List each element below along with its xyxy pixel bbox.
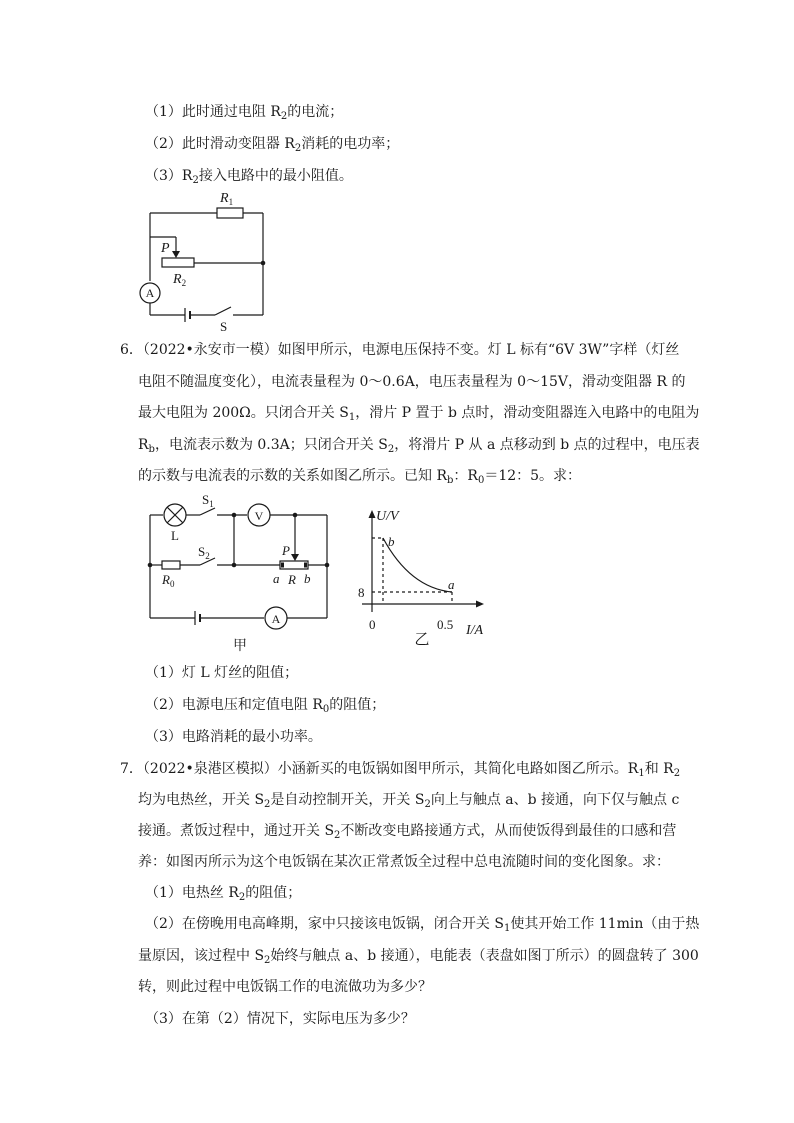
q6-figure-caption-yi: 乙 (414, 632, 430, 648)
q6-s2-label: $S_2$ (198, 544, 210, 561)
q6-sub2: （2）电源电压和定值电阻 $R_0$的阻值； (145, 697, 386, 715)
q5-sub3: $(3)R_2$接入电路中的最小阻值。 (145, 168, 353, 186)
q7-sub2-line1: （2）在傍晚用电高峰期，家中只接该电饭锅，闭合开关 $S_1$使其开始工作 11min（由于热 (145, 916, 700, 934)
q7-text-line2: 均为电热丝，开关 $S_2$是自动控制开关，开关 $S_2$向上与触点 a、b 接通，向下仅与触点 c (138, 792, 680, 810)
q6-p-label: P (282, 543, 290, 558)
q5-r2-label: $R_2$ (173, 272, 187, 288)
q7-sub2-line3: 转，则此过程中电饭锅工作的电流做功为多少？ (138, 979, 432, 995)
q5-switch-s (215, 307, 231, 315)
q6-x-label: I/A (466, 623, 484, 638)
q6-voltmeter-label: V (254, 509, 264, 523)
q6-rheostat-r (280, 561, 308, 569)
q7-text-line3: 接通。煮饭过程中，通过开关 $S_2$不断改变电路接通方式，从而使饭得到最佳的口感和营 (138, 823, 677, 841)
q6-text-line5: 的示数与电流表的示数的关系如图乙所示。已知 $R_b$：$R_0=12$：5。求： (138, 468, 582, 486)
q5-resistor-r1 (217, 208, 243, 218)
q7-text-line4: 养：如图丙所示为这个电饭锅在某次正常煮饭全过程中总电流随时间的变化图象。求： (138, 854, 670, 870)
q6-resistor-r0 (162, 561, 180, 569)
q5-sub2: （2）此时滑动变阻器 $R_2$消耗的电功率； (145, 136, 400, 154)
q5-switch-label: S (220, 319, 228, 334)
q7-sub2-line2: 量原因，该过程中 $S_2$始终与触点 a、b 接通），电能表（表盘如图丁所示）的圆盘转了 300 (138, 948, 699, 966)
q5-p-label: P (161, 241, 170, 256)
q6-origin: 0 (369, 617, 376, 632)
q7-sub1: （1）电热丝 $R_2$的阻值； (145, 885, 302, 903)
q6-point-b: b (388, 534, 395, 549)
q5-sub1: （1）此时通过电阻 $R_2$的电流； (145, 104, 344, 122)
q6-ytick-8: 8 (358, 585, 365, 600)
q6-xtick-0.5: 0.5 (437, 617, 454, 632)
q5-resistor-r2 (162, 258, 194, 267)
q7-text-line1: 7．（2022•泉港区模拟）小涵新买的电饭锅如图甲所示，其简化电路如图乙所示。$R_1$和 $R_2$ (120, 761, 681, 779)
q6-point-a: a (448, 577, 455, 592)
q6-s1-label: $S_1$ (202, 492, 214, 509)
q6-r0-label: $R_0$ (162, 572, 175, 589)
q6-ammeter-label: A (271, 612, 281, 626)
q6-b-label: b (304, 571, 311, 586)
q5-junction (261, 261, 266, 266)
q6-graph (350, 500, 500, 650)
q6-text-line2: 电阻不随温度变化），电流表量程为 0～0.6A，电压表量程为 0～15V，滑动变阻器 R 的 (138, 374, 686, 390)
q6-text-line4: $R_b$，电流表示数为 0.3A；只闭合开关 $S_2$，将滑片 P 从 a 点移动到 b 点的过程中，电压表 (138, 437, 700, 455)
q5-r1-label: $R_1$ (220, 191, 234, 207)
q5-slider-arrow (172, 251, 180, 258)
q6-sub3: （3）电路消耗的最小功率。 (145, 729, 322, 745)
q5-circuit-diagram (130, 185, 280, 335)
q6-text-line3: 最大电阻为 200Ω。只闭合开关 $S_1$，滑片 P 置于 b 点时，滑动变阻器连入电路中的电阻为 (138, 405, 700, 423)
q6-text-line1: 6．（2022•永安市一模）如图甲所示，电源电压保持不变。灯 L 标有“6V 3W”字样（灯丝 (120, 342, 680, 358)
q6-switch-s1 (200, 508, 215, 515)
q6-r-label: R (288, 572, 296, 587)
q6-y-label: U/V (376, 509, 399, 524)
q6-a-label: a (273, 571, 280, 586)
q6-sub1: （1）灯 L 灯丝的阻值； (145, 665, 299, 681)
q6-circuit-diagram (140, 490, 340, 655)
q5-ammeter-label: A (145, 286, 155, 300)
q6-slider-arrow (291, 554, 299, 561)
q6-lamp-label: L (171, 528, 179, 543)
q6-figure-caption-jia: 甲 (233, 639, 247, 654)
q7-sub3: （3）在第（2）情况下，实际电压为多少？ (145, 1011, 415, 1027)
